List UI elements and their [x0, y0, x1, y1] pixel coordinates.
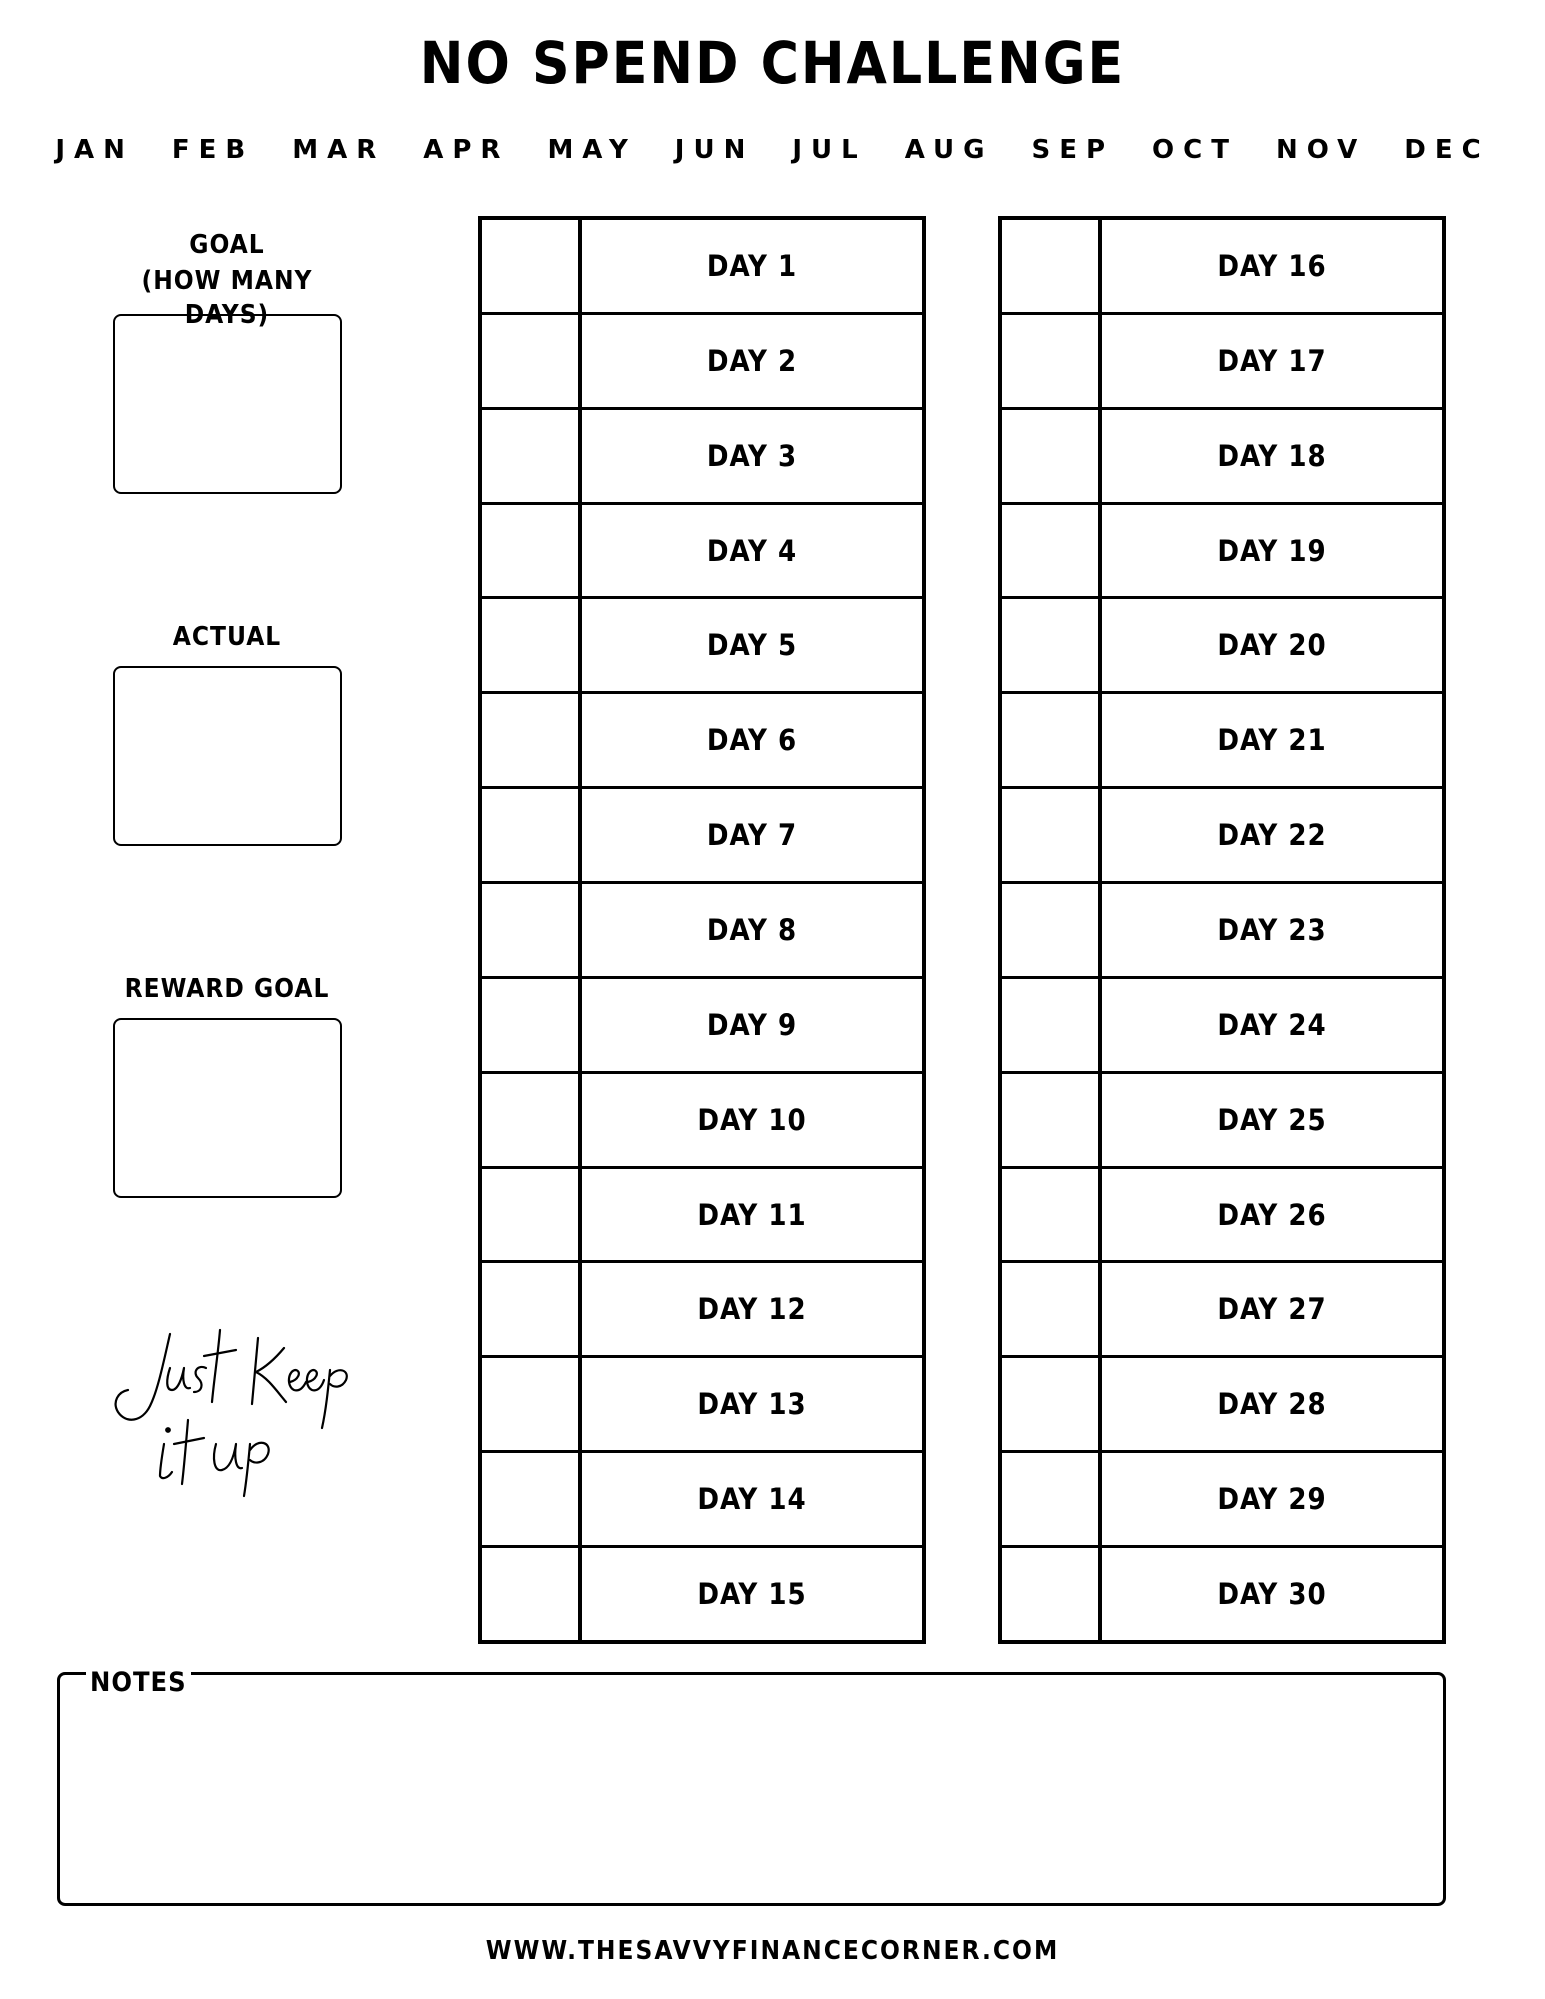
day-checkbox[interactable] — [482, 1548, 582, 1640]
day-checkbox[interactable] — [1002, 505, 1102, 597]
day-label: DAY 21 — [1217, 723, 1327, 758]
notes-label: NOTES — [86, 1666, 191, 1700]
day-label: DAY 30 — [1217, 1576, 1327, 1611]
day-checkbox[interactable] — [1002, 1263, 1102, 1355]
actual-label: ACTUAL — [172, 622, 282, 652]
month-apr[interactable]: APR — [423, 135, 510, 165]
day-label: DAY 2 — [706, 343, 798, 378]
day-label: DAY 12 — [697, 1292, 807, 1327]
day-label: DAY 17 — [1217, 343, 1327, 378]
day-row — [1002, 410, 1442, 505]
day-checkbox[interactable] — [482, 599, 582, 691]
page-title: NO SPEND CHALLENGE — [419, 29, 1126, 97]
reward-goal-box[interactable] — [113, 1018, 342, 1198]
day-checkbox[interactable] — [482, 789, 582, 881]
month-mar[interactable]: MAR — [292, 135, 386, 165]
day-row — [482, 1548, 922, 1640]
day-label: DAY 5 — [706, 628, 798, 663]
day-checkbox[interactable] — [482, 694, 582, 786]
day-label: DAY 23 — [1217, 912, 1327, 947]
day-checkbox[interactable] — [1002, 410, 1102, 502]
day-checkbox[interactable] — [1002, 1169, 1102, 1261]
month-jun[interactable]: JUN — [674, 135, 755, 165]
just-keep-it-up-script-artwork — [108, 1320, 358, 1500]
day-label: DAY 9 — [706, 1007, 798, 1042]
month-selector — [0, 130, 1545, 170]
day-row — [1002, 315, 1442, 410]
day-row — [1002, 1074, 1442, 1169]
day-label: DAY 28 — [1217, 1387, 1327, 1422]
day-checkbox[interactable] — [1002, 884, 1102, 976]
day-label: DAY 20 — [1217, 628, 1327, 663]
day-checkbox[interactable] — [1002, 789, 1102, 881]
day-label: DAY 7 — [706, 818, 798, 853]
day-row — [482, 1074, 922, 1169]
day-row — [482, 1263, 922, 1358]
day-checkbox[interactable] — [482, 410, 582, 502]
day-checkbox[interactable] — [1002, 599, 1102, 691]
day-row — [1002, 1263, 1442, 1358]
day-row — [482, 1358, 922, 1453]
day-checkbox[interactable] — [1002, 1453, 1102, 1545]
day-checkbox[interactable] — [482, 884, 582, 976]
day-row — [482, 410, 922, 505]
day-label: DAY 27 — [1217, 1292, 1327, 1327]
day-checkbox[interactable] — [482, 1169, 582, 1261]
day-label: DAY 24 — [1217, 1007, 1327, 1042]
day-checkbox[interactable] — [482, 1263, 582, 1355]
day-label: DAY 16 — [1217, 248, 1327, 283]
day-row — [1002, 1453, 1442, 1548]
day-checkbox[interactable] — [1002, 694, 1102, 786]
month-oct[interactable]: OCT — [1152, 135, 1238, 165]
day-checkbox[interactable] — [482, 1358, 582, 1450]
day-checkbox[interactable] — [1002, 1358, 1102, 1450]
day-row — [1002, 1169, 1442, 1264]
day-row — [1002, 1358, 1442, 1453]
day-label: DAY 19 — [1217, 533, 1327, 568]
day-checkbox[interactable] — [1002, 315, 1102, 407]
month-aug[interactable]: AUG — [904, 135, 994, 165]
goal-box[interactable] — [113, 314, 342, 494]
day-row — [482, 220, 922, 315]
day-label: DAY 25 — [1217, 1102, 1327, 1137]
day-label: DAY 1 — [706, 248, 798, 283]
day-row — [482, 599, 922, 694]
day-row — [482, 789, 922, 884]
day-row — [1002, 979, 1442, 1074]
day-label: DAY 14 — [697, 1482, 807, 1517]
day-label: DAY 11 — [697, 1197, 807, 1232]
day-table-left — [478, 216, 926, 1644]
day-row — [1002, 789, 1442, 884]
actual-box[interactable] — [113, 666, 342, 846]
month-feb[interactable]: FEB — [171, 135, 255, 165]
day-checkbox[interactable] — [482, 315, 582, 407]
day-checkbox[interactable] — [482, 1453, 582, 1545]
day-label: DAY 22 — [1217, 818, 1327, 853]
day-label: DAY 4 — [706, 533, 798, 568]
day-label: DAY 13 — [697, 1387, 807, 1422]
goal-sublabel: (HOW MANY DAYS) — [141, 266, 313, 330]
day-row — [482, 979, 922, 1074]
day-checkbox[interactable] — [1002, 979, 1102, 1071]
day-table-right — [998, 216, 1446, 1644]
day-row — [1002, 599, 1442, 694]
month-nov[interactable]: NOV — [1275, 135, 1367, 165]
day-checkbox[interactable] — [482, 979, 582, 1071]
day-row — [482, 315, 922, 410]
day-row — [482, 1453, 922, 1548]
month-dec[interactable]: DEC — [1404, 135, 1490, 165]
day-row — [482, 505, 922, 600]
reward-goal-label: REWARD GOAL — [124, 974, 330, 1004]
day-row — [1002, 505, 1442, 600]
day-label: DAY 26 — [1217, 1197, 1327, 1232]
month-may[interactable]: MAY — [547, 135, 637, 165]
month-jul[interactable]: JUL — [792, 135, 867, 165]
day-row — [1002, 694, 1442, 789]
day-label: DAY 10 — [697, 1102, 807, 1137]
day-label: DAY 18 — [1217, 438, 1327, 473]
day-checkbox[interactable] — [482, 1074, 582, 1166]
notes-box[interactable] — [57, 1672, 1446, 1906]
day-label: DAY 29 — [1217, 1482, 1327, 1517]
day-checkbox[interactable] — [1002, 220, 1102, 312]
day-row — [1002, 884, 1442, 979]
day-row — [482, 1169, 922, 1264]
day-label: DAY 8 — [706, 912, 798, 947]
day-row — [482, 884, 922, 979]
day-checkbox[interactable] — [482, 505, 582, 597]
day-checkbox[interactable] — [482, 220, 582, 312]
day-row — [482, 694, 922, 789]
month-sep[interactable]: SEP — [1031, 135, 1115, 165]
website-footer: WWW.THESAVVYFINANCECORNER.COM — [485, 1936, 1060, 1966]
day-label: DAY 15 — [697, 1576, 807, 1611]
day-label: DAY 6 — [706, 723, 798, 758]
month-jan[interactable]: JAN — [55, 135, 134, 165]
day-checkbox[interactable] — [1002, 1074, 1102, 1166]
goal-label: GOAL — [189, 230, 265, 260]
day-row — [1002, 1548, 1442, 1640]
day-row — [1002, 220, 1442, 315]
day-checkbox[interactable] — [1002, 1548, 1102, 1640]
day-label: DAY 3 — [706, 438, 798, 473]
